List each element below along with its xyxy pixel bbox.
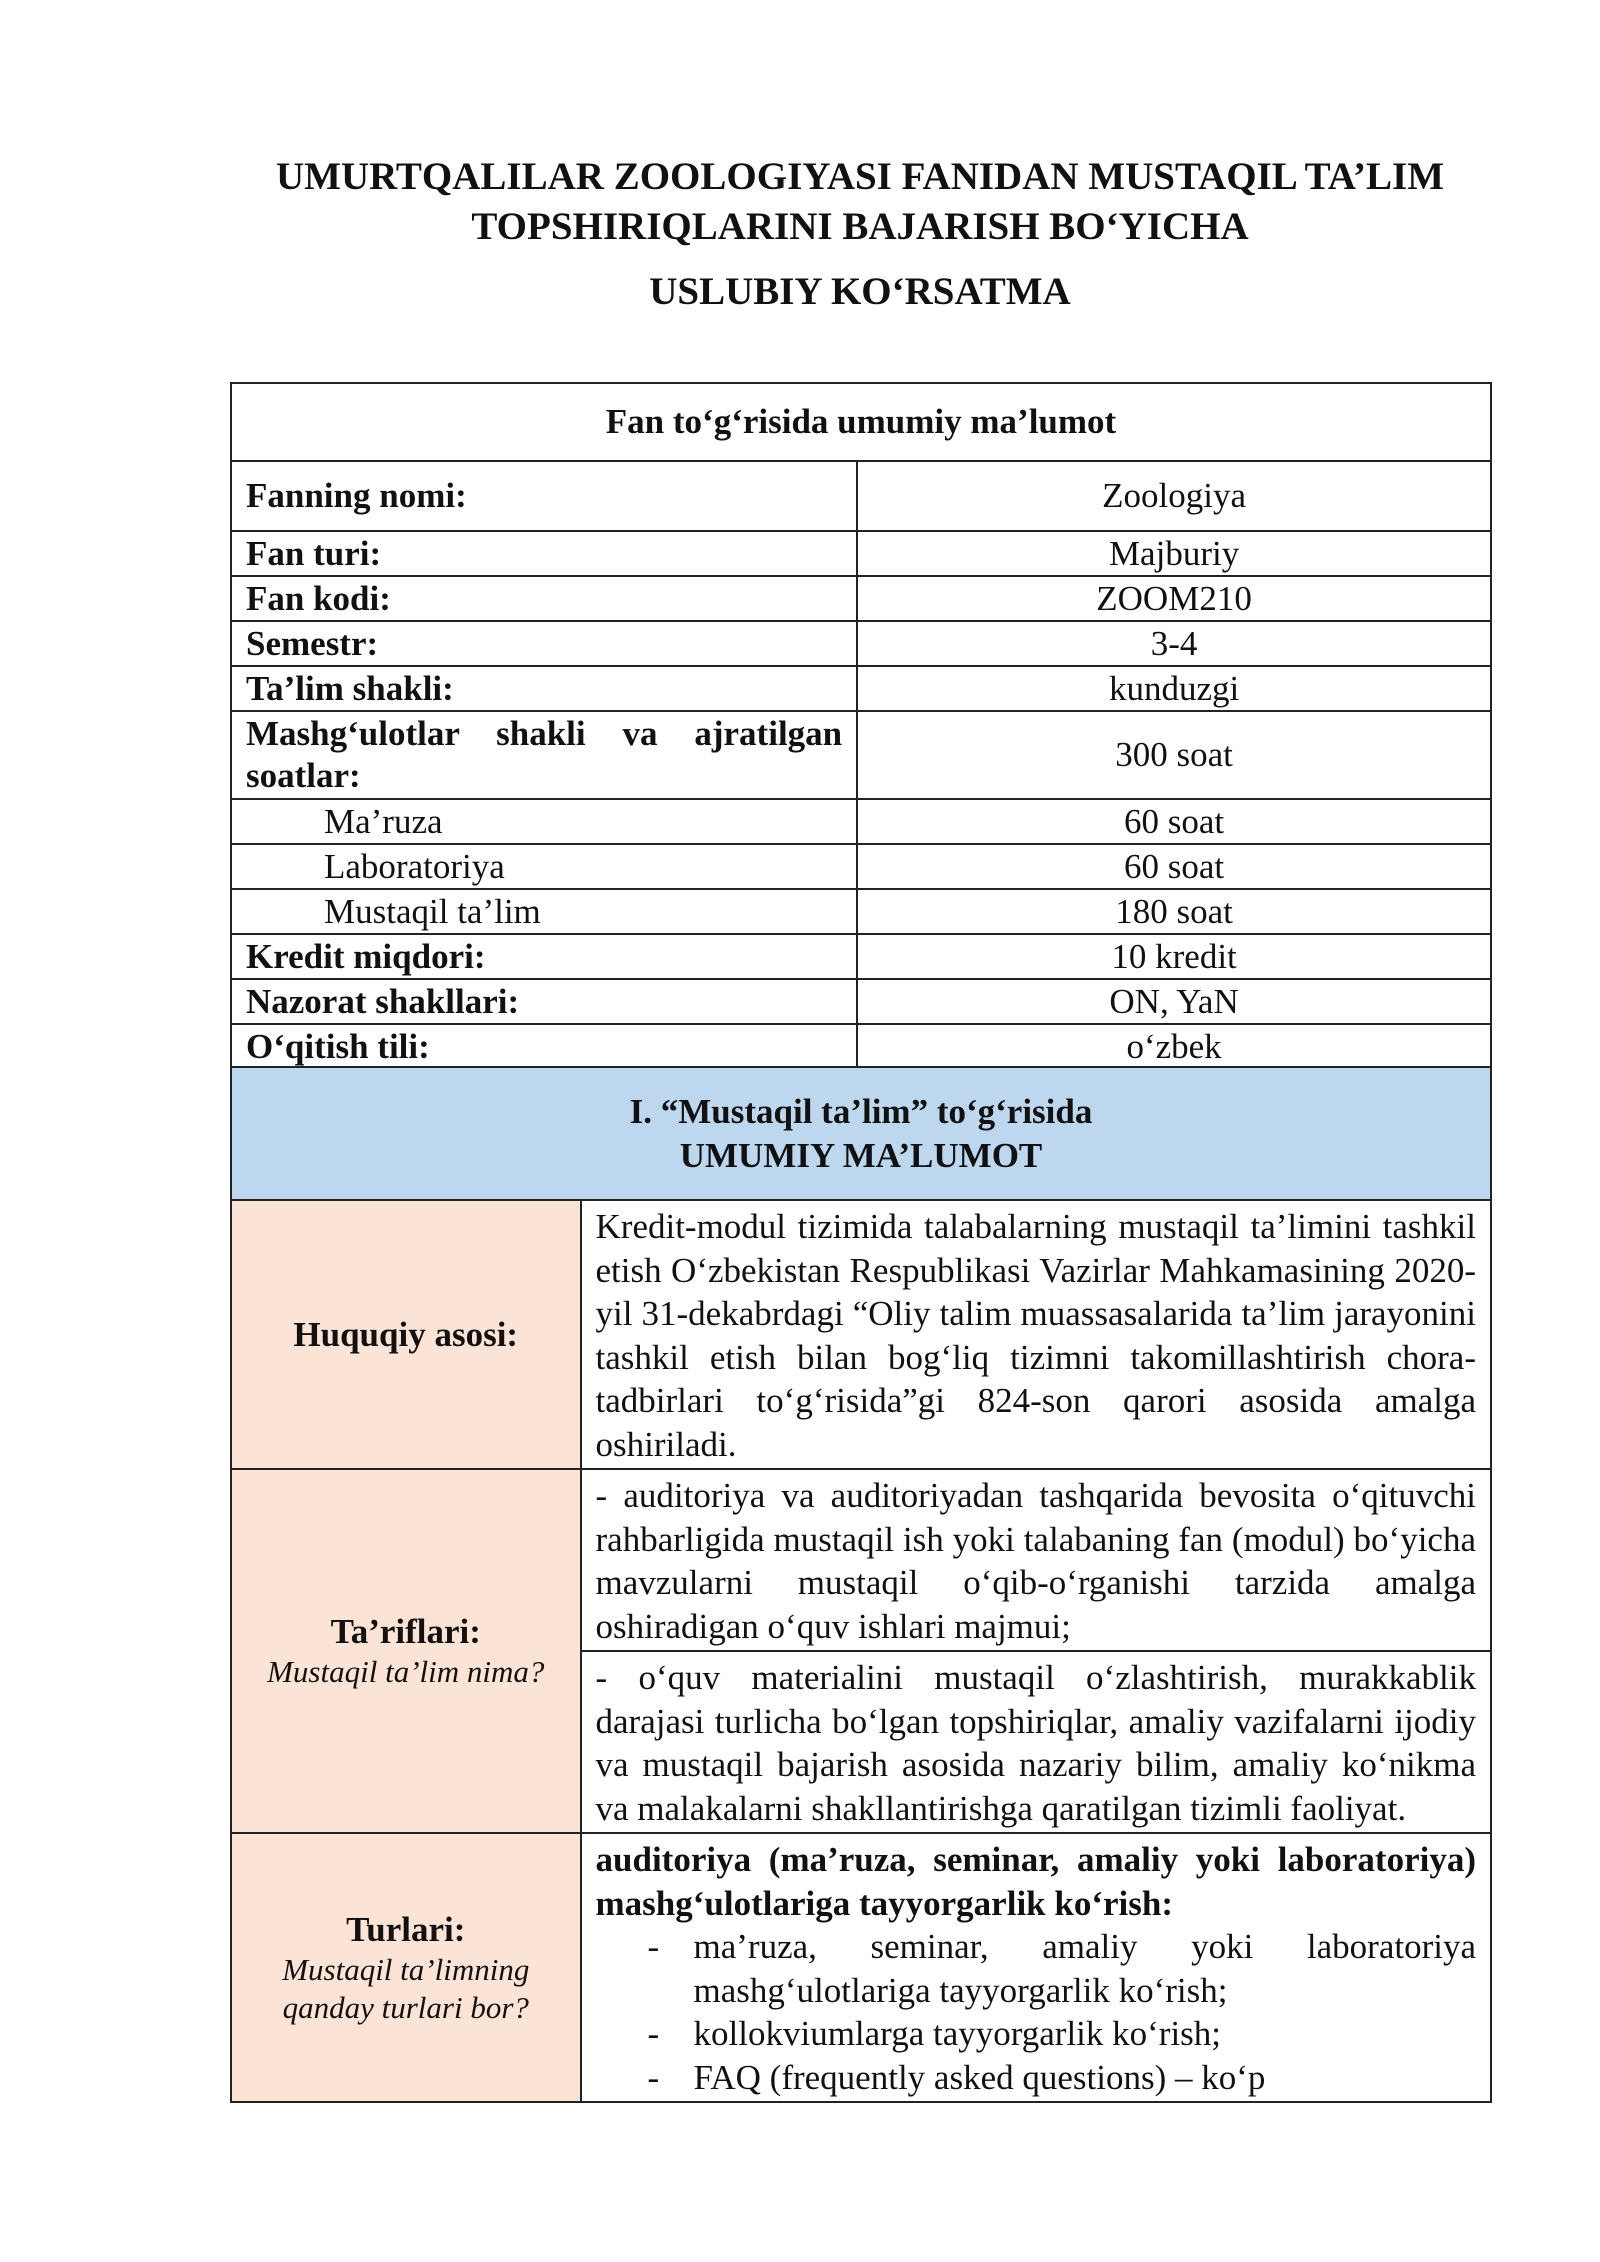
tariflari-question: Mustaqil ta’lim nima? bbox=[267, 1654, 545, 1689]
table-row bbox=[231, 461, 1491, 531]
tariflari-label: Ta’riflari: bbox=[330, 1612, 481, 1651]
list-item-text: ma’ruza, seminar, amaliy yoki laboratoriya mashg‘ulotlariga tayyorgarlik ko‘rish; bbox=[693, 1927, 1476, 2010]
list-item bbox=[596, 2012, 1476, 2056]
definition-1: - auditoriya va auditoriyadan tashqarida bevosita o‘qituvchi rahbarligida mustaqil ish yoki talabaning fan (modul) bo‘yicha mavzularni mustaqil o‘qib-o‘rganishi tarzida amalga oshiradigan o‘quv ishlari majmui; bbox=[581, 1469, 1491, 1651]
section-heading-line2: UMUMIY MA’LUMOT bbox=[679, 1135, 1043, 1175]
row-value: ON, YaN bbox=[857, 979, 1491, 1024]
turlari-label-cell bbox=[231, 1833, 581, 2102]
course-info-table bbox=[230, 382, 1492, 1070]
mustaqil-talim-table bbox=[230, 1066, 1492, 2103]
dash-bullet: - bbox=[647, 1927, 660, 1966]
turlari-row bbox=[231, 1833, 1491, 2102]
section-heading-line1: I. “Mustaqil ta’lim” to‘g‘risida bbox=[629, 1091, 1093, 1131]
turlari-label: Turlari: bbox=[346, 1909, 466, 1949]
table-row bbox=[231, 666, 1491, 711]
dash-bullet: - bbox=[647, 2057, 660, 2097]
row-label: Kredit miqdori: bbox=[231, 934, 857, 979]
row-label: O‘qitish tili: bbox=[231, 1024, 857, 1069]
row-label: Semestr: bbox=[231, 621, 857, 666]
turlari-intro: auditoriya (ma’ruza, seminar, amaliy yoki laboratoriya) mashg‘ulotlariga tayyorgarlik ko‘rish: bbox=[595, 1840, 1476, 1923]
row-label: Mustaqil ta’lim bbox=[231, 889, 857, 934]
table-header: Fan to‘g‘risida umumiy ma’lumot bbox=[231, 383, 1491, 461]
table-row bbox=[231, 934, 1491, 979]
document-subtitle: USLUBIY KO‘RSATMA bbox=[649, 270, 1071, 313]
row-value: Majburiy bbox=[857, 531, 1491, 576]
definition-2: - o‘quv materialini mustaqil o‘zlashtirish, murakkablik darajasi turlicha bo‘lgan topshiriqlar, amaliy vazifalarni ijodiy va mustaqil bajarish asosida nazariy bilim, amaliy ko‘nikma va malakalarni shakllantirishga qaratilgan tizimli faoliyat. bbox=[581, 1651, 1491, 1833]
table-row bbox=[231, 979, 1491, 1024]
turlari-content bbox=[581, 1833, 1491, 2102]
row-value: Zoologiya bbox=[857, 461, 1491, 531]
list-item bbox=[596, 1925, 1476, 2012]
section-heading bbox=[231, 1067, 1491, 1200]
huquqiy-row bbox=[231, 1200, 1491, 1469]
table-row bbox=[231, 621, 1491, 666]
row-value: ZOOM210 bbox=[857, 576, 1491, 621]
row-value: 60 soat bbox=[857, 844, 1491, 889]
row-label: Fanning nomi: bbox=[231, 461, 857, 531]
table-header-row bbox=[231, 383, 1491, 461]
table-row bbox=[231, 531, 1491, 576]
row-label: Ta’lim shakli: bbox=[231, 666, 857, 711]
huquqiy-label-cell bbox=[231, 1200, 581, 1469]
row-value: o‘zbek bbox=[857, 1024, 1491, 1069]
row-label: Ma’ruza bbox=[231, 799, 857, 844]
document-title: UMURTQALILAR ZOOLOGIYASI FANIDAN MUSTAQIL TA’LIM TOPSHIRIQLARINI BAJARISH BO‘YICHA bbox=[275, 155, 1445, 248]
table-row bbox=[231, 844, 1491, 889]
list-item-text: FAQ (frequently asked questions) – ko‘p bbox=[693, 2057, 1266, 2097]
row-label: Fan kodi: bbox=[231, 576, 857, 621]
row-label: Mashg‘ulotlar shakli va ajratilgan soatlar: bbox=[231, 711, 857, 799]
huquqiy-text: Kredit-modul tizimida talabalarning mustaqil ta’limini tashkil etish O‘zbekistan Respublikasi Vazirlar Mahkamasining 2020-yil 31-dekabrdagi “Oliy talim muassasalarida ta’lim jarayonini tashkil etish bilan bog‘liq tizimni takomillashtirish chora-tadbirlari to‘g‘risida”gi 824-son qarori asosida amalga oshiriladi. bbox=[581, 1200, 1491, 1469]
huquqiy-label: Huquqiy asosi: bbox=[293, 1314, 519, 1354]
dash-bullet: - bbox=[647, 2014, 660, 2053]
table-row bbox=[231, 711, 1491, 799]
row-value: 180 soat bbox=[857, 889, 1491, 934]
row-label: Fan turi: bbox=[231, 531, 857, 576]
turlari-question: Mustaqil ta’limning qanday turlari bor? bbox=[282, 1951, 530, 2025]
section-heading-row bbox=[231, 1067, 1491, 1200]
tariflari-label-cell bbox=[231, 1469, 581, 1833]
tariflari-row bbox=[231, 1469, 1491, 1651]
table-row bbox=[231, 576, 1491, 621]
table-row bbox=[231, 799, 1491, 844]
table-row bbox=[231, 1024, 1491, 1069]
row-label: Nazorat shakllari: bbox=[231, 979, 857, 1024]
turlari-list bbox=[596, 1925, 1476, 2099]
row-value: 10 kredit bbox=[857, 934, 1491, 979]
row-value: kunduzgi bbox=[857, 666, 1491, 711]
row-label: Laboratoriya bbox=[231, 844, 857, 889]
list-item bbox=[596, 2056, 1476, 2100]
list-item-text: kollokviumlarga tayyorgarlik ko‘rish; bbox=[693, 2014, 1222, 2053]
row-value: 300 soat bbox=[857, 711, 1491, 799]
row-value: 3-4 bbox=[857, 621, 1491, 666]
row-value: 60 soat bbox=[857, 799, 1491, 844]
table-row bbox=[231, 889, 1491, 934]
